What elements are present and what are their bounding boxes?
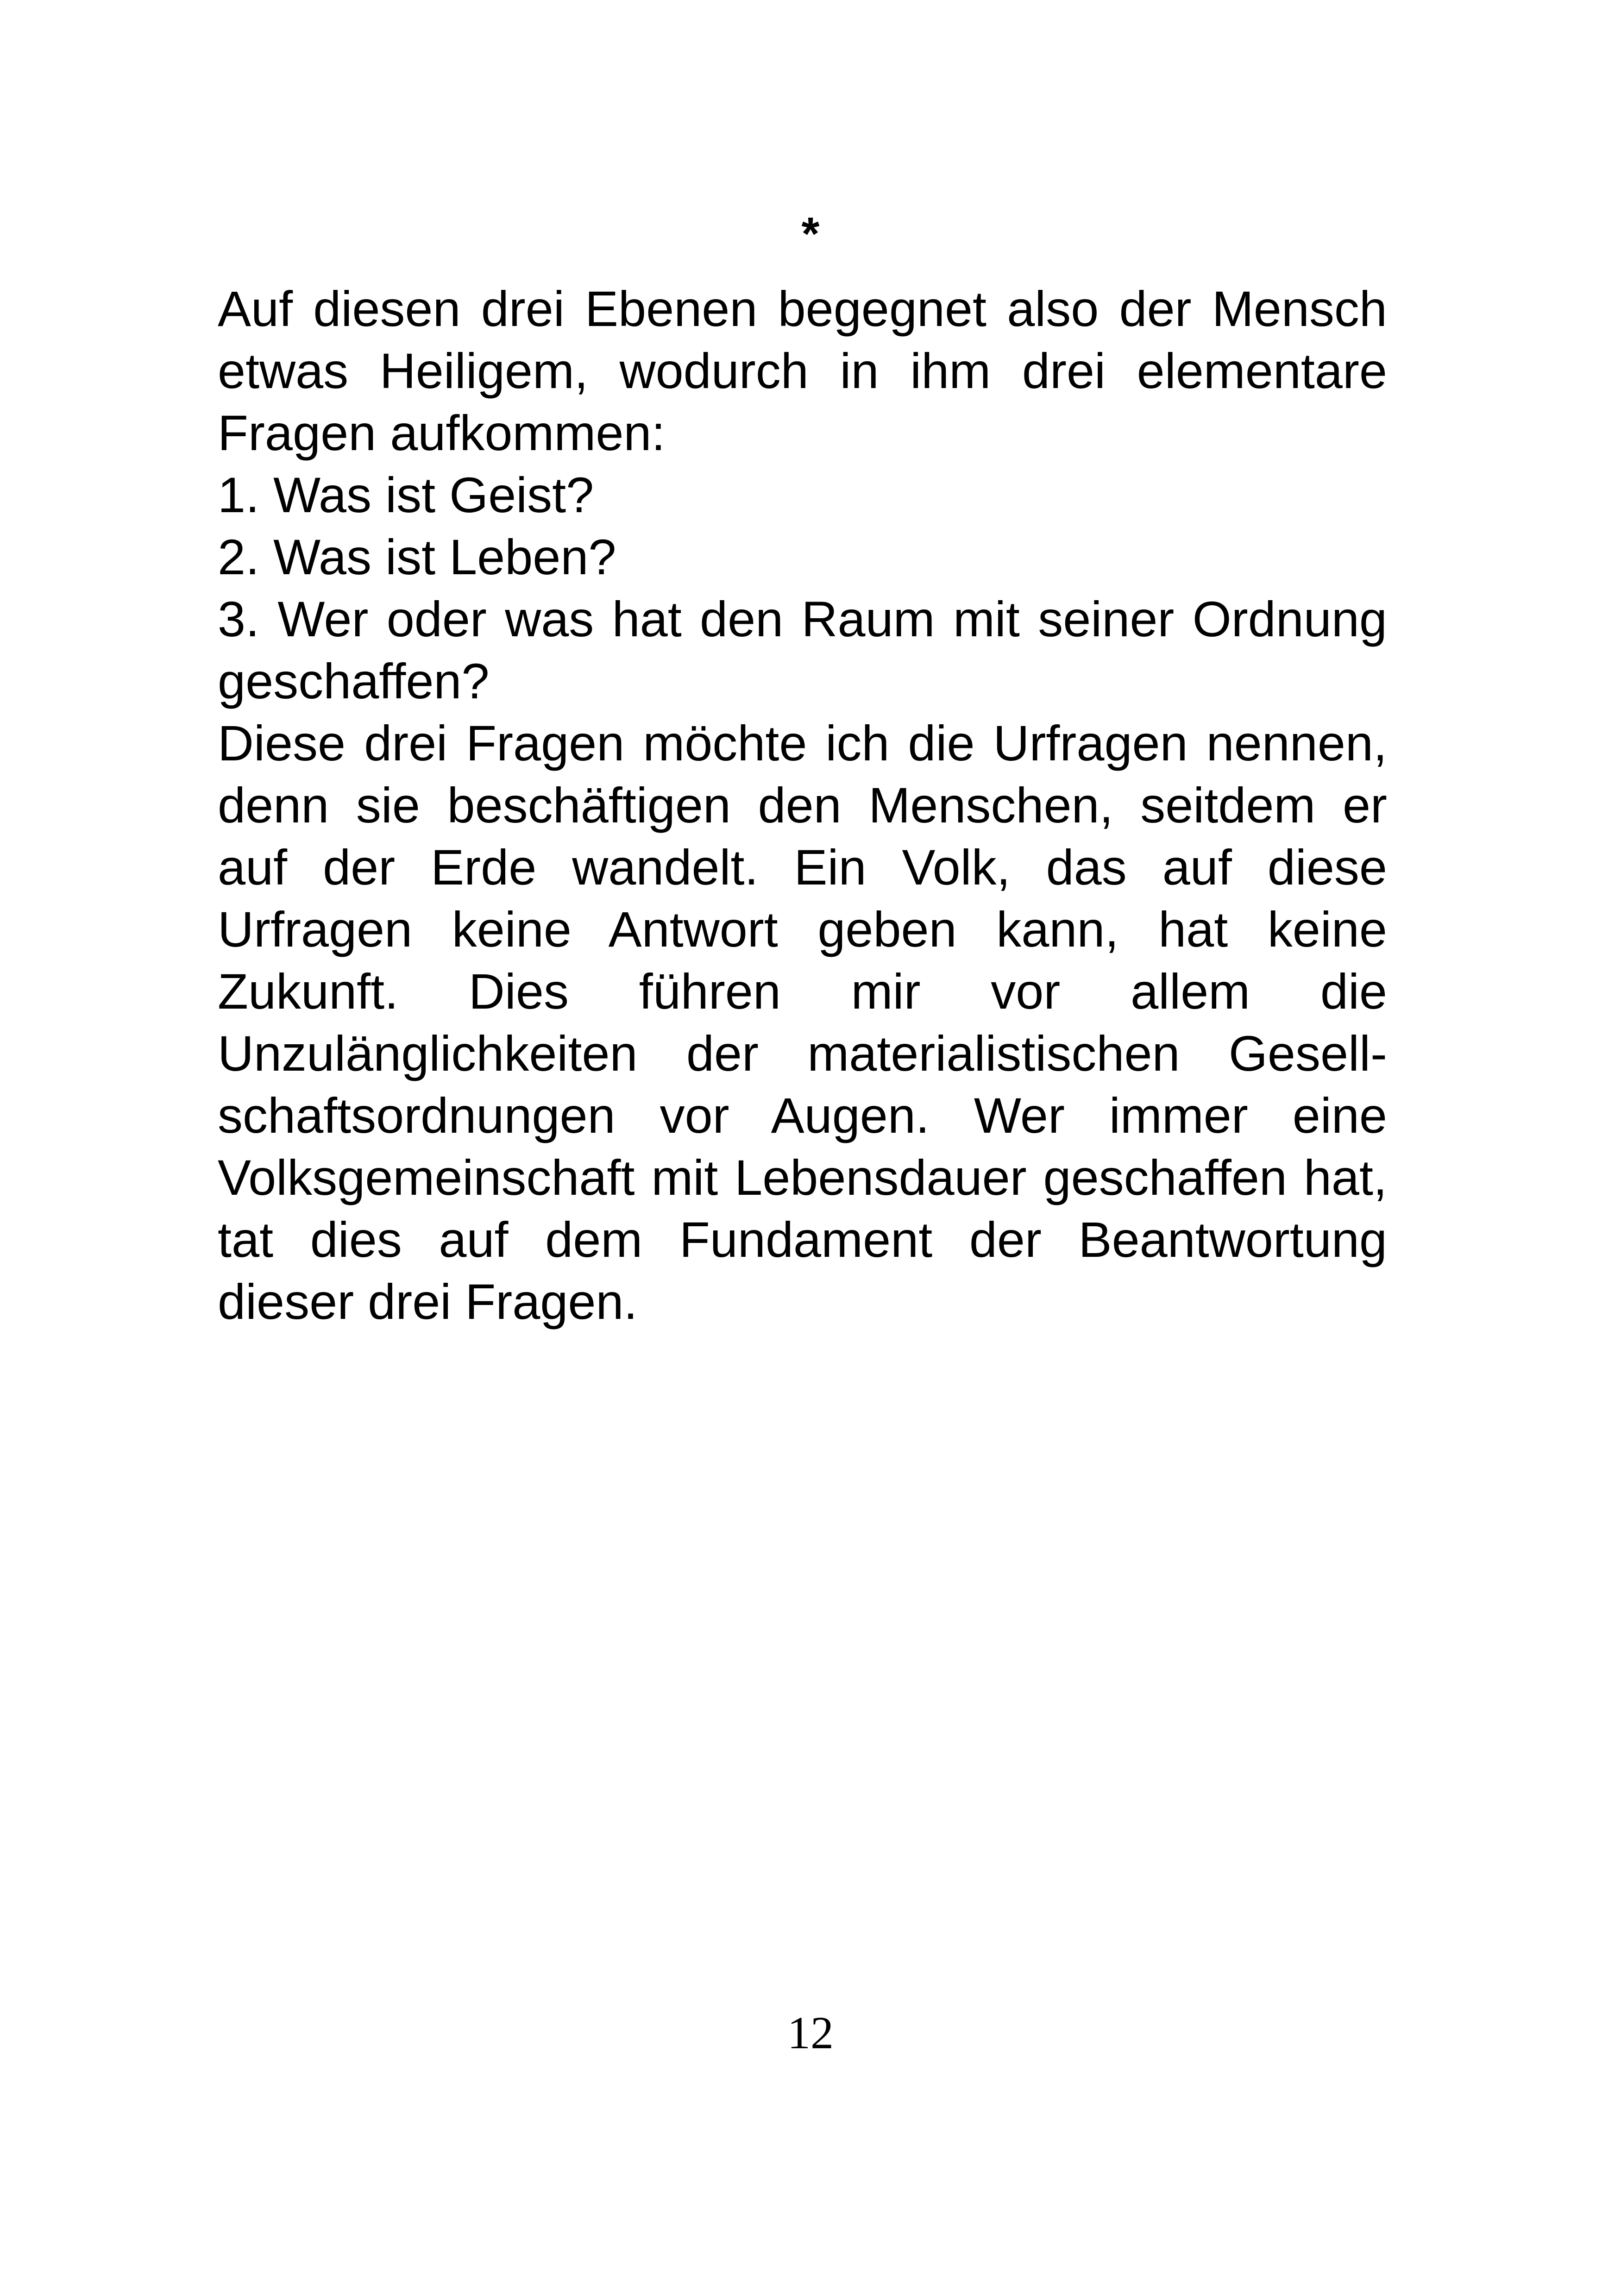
- question-item-3: 3. Wer oder was hat den Raum mit seiner Ordnung geschaffen?: [218, 591, 1387, 709]
- question-item-2: 2. Was ist Leben?: [218, 529, 616, 585]
- page-number: 12: [787, 2007, 834, 2058]
- body-text: [218, 278, 1387, 1333]
- question-item-1: 1. Was ist Geist?: [218, 467, 594, 523]
- closing-paragraph: Diese drei Fragen möchte ich die Urfragen nennen, denn sie beschäftigen den Menschen, seitdem er auf der Erde wandelt. Ein Volk, das auf diese Urfragen keine Antwort geben kann, hat keine Zukunft. Dies führen mir vor allem die Unzulänglichkeiten der materialistischen Gesellschaftsordnungen vor Augen. Wer immer eine Volksgemeinschaft mit Lebensdauer geschaffen hat, tat dies auf dem Fundament der Beantwortung dieser drei Fragen.: [218, 715, 1387, 1330]
- intro-paragraph: Auf diesen drei Ebenen begegnet also der Mensch etwas Heiligem, wodurch in ihm drei elementare Fragen aufkommen:: [218, 281, 1387, 461]
- section-separator: *: [801, 208, 820, 260]
